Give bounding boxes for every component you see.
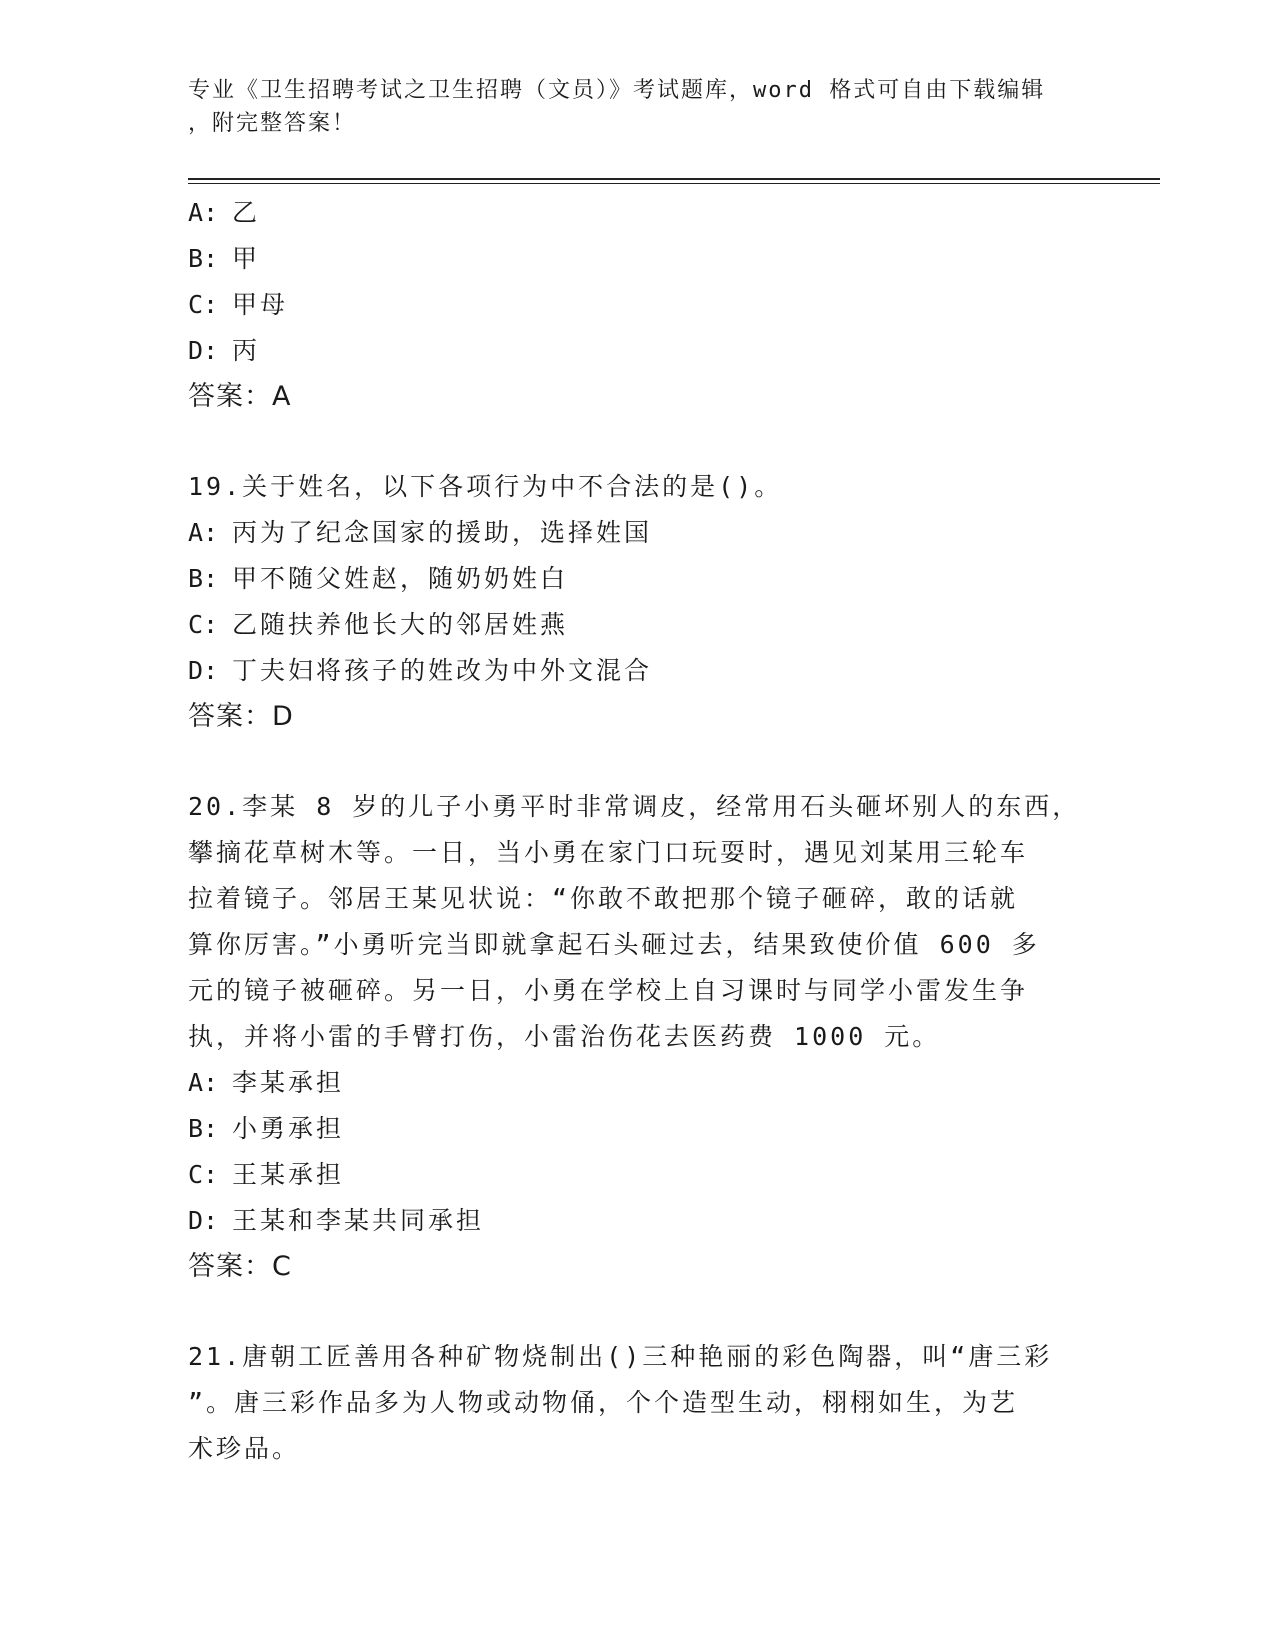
option-a	[188, 510, 1088, 556]
question-20	[188, 784, 1088, 1290]
question-stem-line: 执，并将小雷的手臂打伤，小雷治伤花去医药费 1000 元。	[188, 1022, 941, 1051]
document-body	[188, 190, 1088, 1472]
question-stem-line: 元的镜子被砸碎。另一日，小勇在学校上自习课时与同学小雷发生争	[188, 976, 1029, 1005]
answer: 答案：D	[188, 701, 294, 732]
header-line-2: ，附完整答案！	[188, 111, 357, 136]
answer: 答案：A	[188, 381, 292, 412]
question-19	[188, 464, 1088, 740]
option-letter: A:	[188, 518, 219, 547]
option-text: 王某承担	[232, 1160, 345, 1189]
option-text: 乙	[232, 198, 261, 227]
question-stem: 19.关于姓名，以下各项行为中不合法的是()。	[188, 472, 783, 501]
option-d	[188, 328, 1088, 374]
option-letter: A:	[188, 1068, 219, 1097]
question-stem-line: 算你厉害。”小勇听完当即就拿起石头砸过去，结果致使价值 600 多	[188, 930, 1040, 959]
option-text: 乙随扶养他长大的邻居姓燕	[232, 610, 569, 639]
option-text: 丙	[232, 336, 261, 365]
question-stem-line: ”。唐三彩作品多为人物或动物俑，个个造型生动，栩栩如生，为艺	[188, 1388, 1019, 1417]
question-stem-line: 21.唐朝工匠善用各种矿物烧制出()三种艳丽的彩色陶器，叫“唐三彩	[188, 1342, 1053, 1371]
option-text: 丙为了纪念国家的援助，选择姓国	[232, 518, 653, 547]
question-stem-line: 拉着镜子。邻居王某见状说：“你敢不敢把那个镜子砸碎，敢的话就	[188, 884, 1019, 913]
option-letter: C:	[188, 610, 219, 639]
option-letter: A:	[188, 198, 219, 227]
option-letter: C:	[188, 290, 219, 319]
option-b	[188, 1106, 1088, 1152]
option-c	[188, 602, 1088, 648]
option-d	[188, 1198, 1088, 1244]
question-stem-line: 术珍品。	[188, 1434, 301, 1463]
option-text: 王某和李某共同承担	[232, 1206, 485, 1235]
option-text: 甲不随父姓赵，随奶奶姓白	[232, 564, 569, 593]
question-18	[188, 190, 1088, 420]
option-letter: B:	[188, 564, 219, 593]
option-letter: D:	[188, 1206, 219, 1235]
option-a	[188, 1060, 1088, 1106]
option-text: 甲	[232, 244, 261, 273]
option-letter: B:	[188, 244, 219, 273]
option-letter: D:	[188, 656, 219, 685]
option-text: 李某承担	[232, 1068, 345, 1097]
question-stem-line: 20.李某 8 岁的儿子小勇平时非常调皮，经常用石头砸坏别人的东西，	[188, 792, 1081, 821]
option-d	[188, 648, 1088, 694]
option-letter: D:	[188, 336, 219, 365]
option-letter: B:	[188, 1114, 219, 1143]
document-header	[188, 74, 1068, 140]
option-a	[188, 190, 1088, 236]
question-stem-line: 攀摘花草树木等。一日，当小勇在家门口玩耍时，遇见刘某用三轮车	[188, 838, 1029, 867]
answer: 答案：C	[188, 1251, 292, 1282]
header-line-1: 专业《卫生招聘考试之卫生招聘（文员）》考试题库，word 格式可自由下载编辑	[188, 78, 1046, 103]
option-text: 甲母	[232, 290, 289, 319]
option-b	[188, 556, 1088, 602]
option-text: 小勇承担	[232, 1114, 345, 1143]
option-c	[188, 282, 1088, 328]
header-divider-thin	[188, 183, 1160, 184]
option-letter: C:	[188, 1160, 219, 1189]
question-21	[188, 1334, 1088, 1472]
option-b	[188, 236, 1088, 282]
option-c	[188, 1152, 1088, 1198]
header-divider-thick	[188, 178, 1160, 180]
option-text: 丁夫妇将孩子的姓改为中外文混合	[232, 656, 653, 685]
